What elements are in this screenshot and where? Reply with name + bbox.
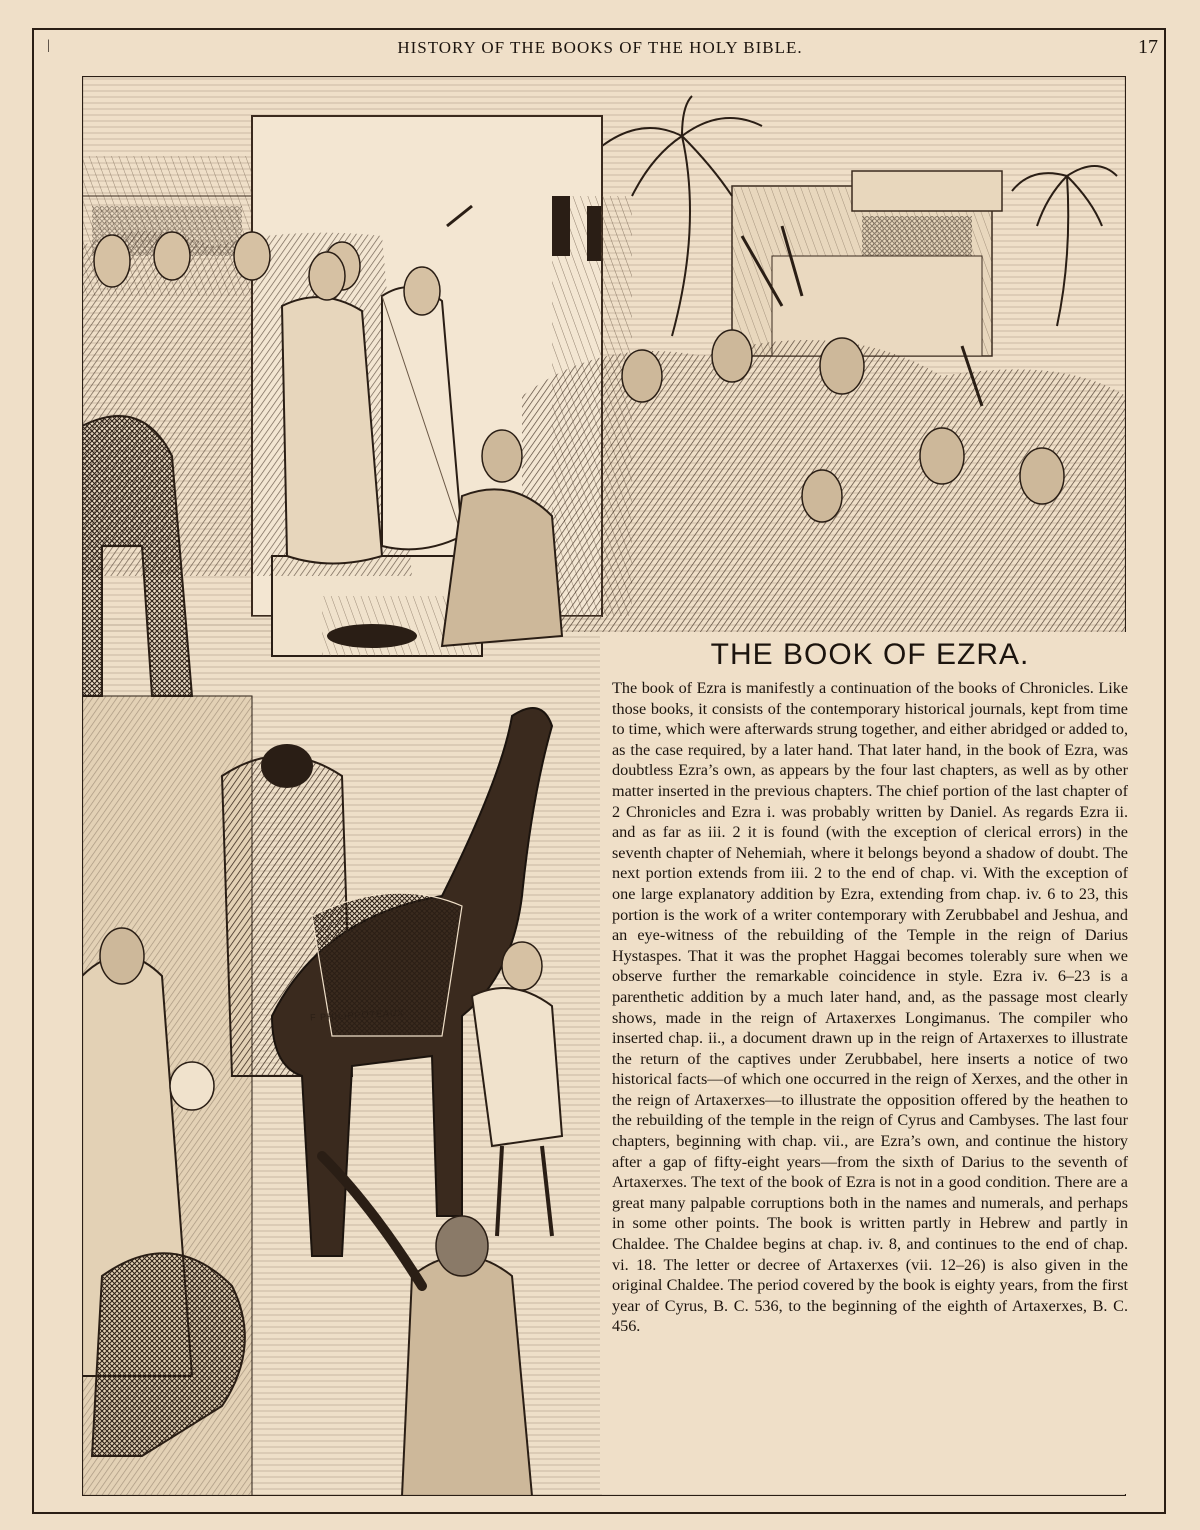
engraver-signature: F PHILIPPOTEAUX: [309, 1007, 405, 1023]
distant-palace: [732, 171, 1002, 356]
article-body: The book of Ezra is manifestly a continuation of the books of Chronicles. Like those books, it consists of the contemporary historical journals, kept from time to time, which were afterwards strung together, and either abridged or added to, as the case required, by a later hand. That later hand, in the book of Ezra, was doubtless Ezra’s own, as appears by the four last chapters, as well as by other matter inserted in the previous chapters. The chief portion of the last chapter of 2 Chronicles and Ezra i. was probably written by Daniel. As regards Ezra ii. and as far as iii. 2 it is found (with the exception of clerical errors) in the seventh chapter of Nehemiah, where it belongs beyond a shadow of doubt. The next portion extends from iii. 2 to the end of chap. vi. With the exception of one large explanatory addition by Ezra, extending from chap. iv. 6 to 23, this portion is the work of a writer contemporary with Zerubbabel and Jeshua, and an eye-witness of the rebuilding of the Temple in the reign of Darius Hystaspes. That it was the prophet Haggai becomes tolerably sure when we observe further the remarkable coincidence in style. Ezra iv. 6–23 is a parenthetic addition by a much later hand, and, as the passage most clearly shows, made in the reign of Artaxerxes Longimanus. The compiler who inserted chap. ii., a document drawn up in the reign of Artaxerxes to illustrate the return of the captives under Zerubbabel, here inserts a notice of two historical facts—of which one occurred in the reign of Xerxes, and the other in the reign of Artaxerxes—to illustrate the opposition offered by the heathen to the rebuilding of the temple in the reign of Cyrus and Cambyses. The last four chapters, beginning with chap. vii., are Ezra’s own, and continue the history after a gap of fifty-eight years—from the sixth of Darius to the seventh of Artaxerxes. The text of the book of Ezra is not in a good condition. There are a great many palpable corruptions both in the names and numerals, and perhaps in some other points. The book is written partly in Hebrew and partly in Chaldee. The Chaldee begins at chap. iv. 8, and continues to the end of chap. vi. 18. The letter or decree of Artaxerxes (vii. 12–26) is also given in the original Chaldee. The period covered by the book is eighty years, from the first year of Cyrus, B. C. 536, to the beginning of the eighth of Artaxerxes, B. C. 456.: [612, 679, 1128, 1336]
article-title: THE BOOK OF EZRA.: [710, 638, 1030, 671]
running-title: HISTORY OF THE BOOKS OF THE HOLY BIBLE.: [397, 38, 803, 57]
margin-mark: |: [47, 38, 50, 53]
page-number: 17: [1138, 36, 1158, 58]
article-column: [600, 632, 1128, 1494]
